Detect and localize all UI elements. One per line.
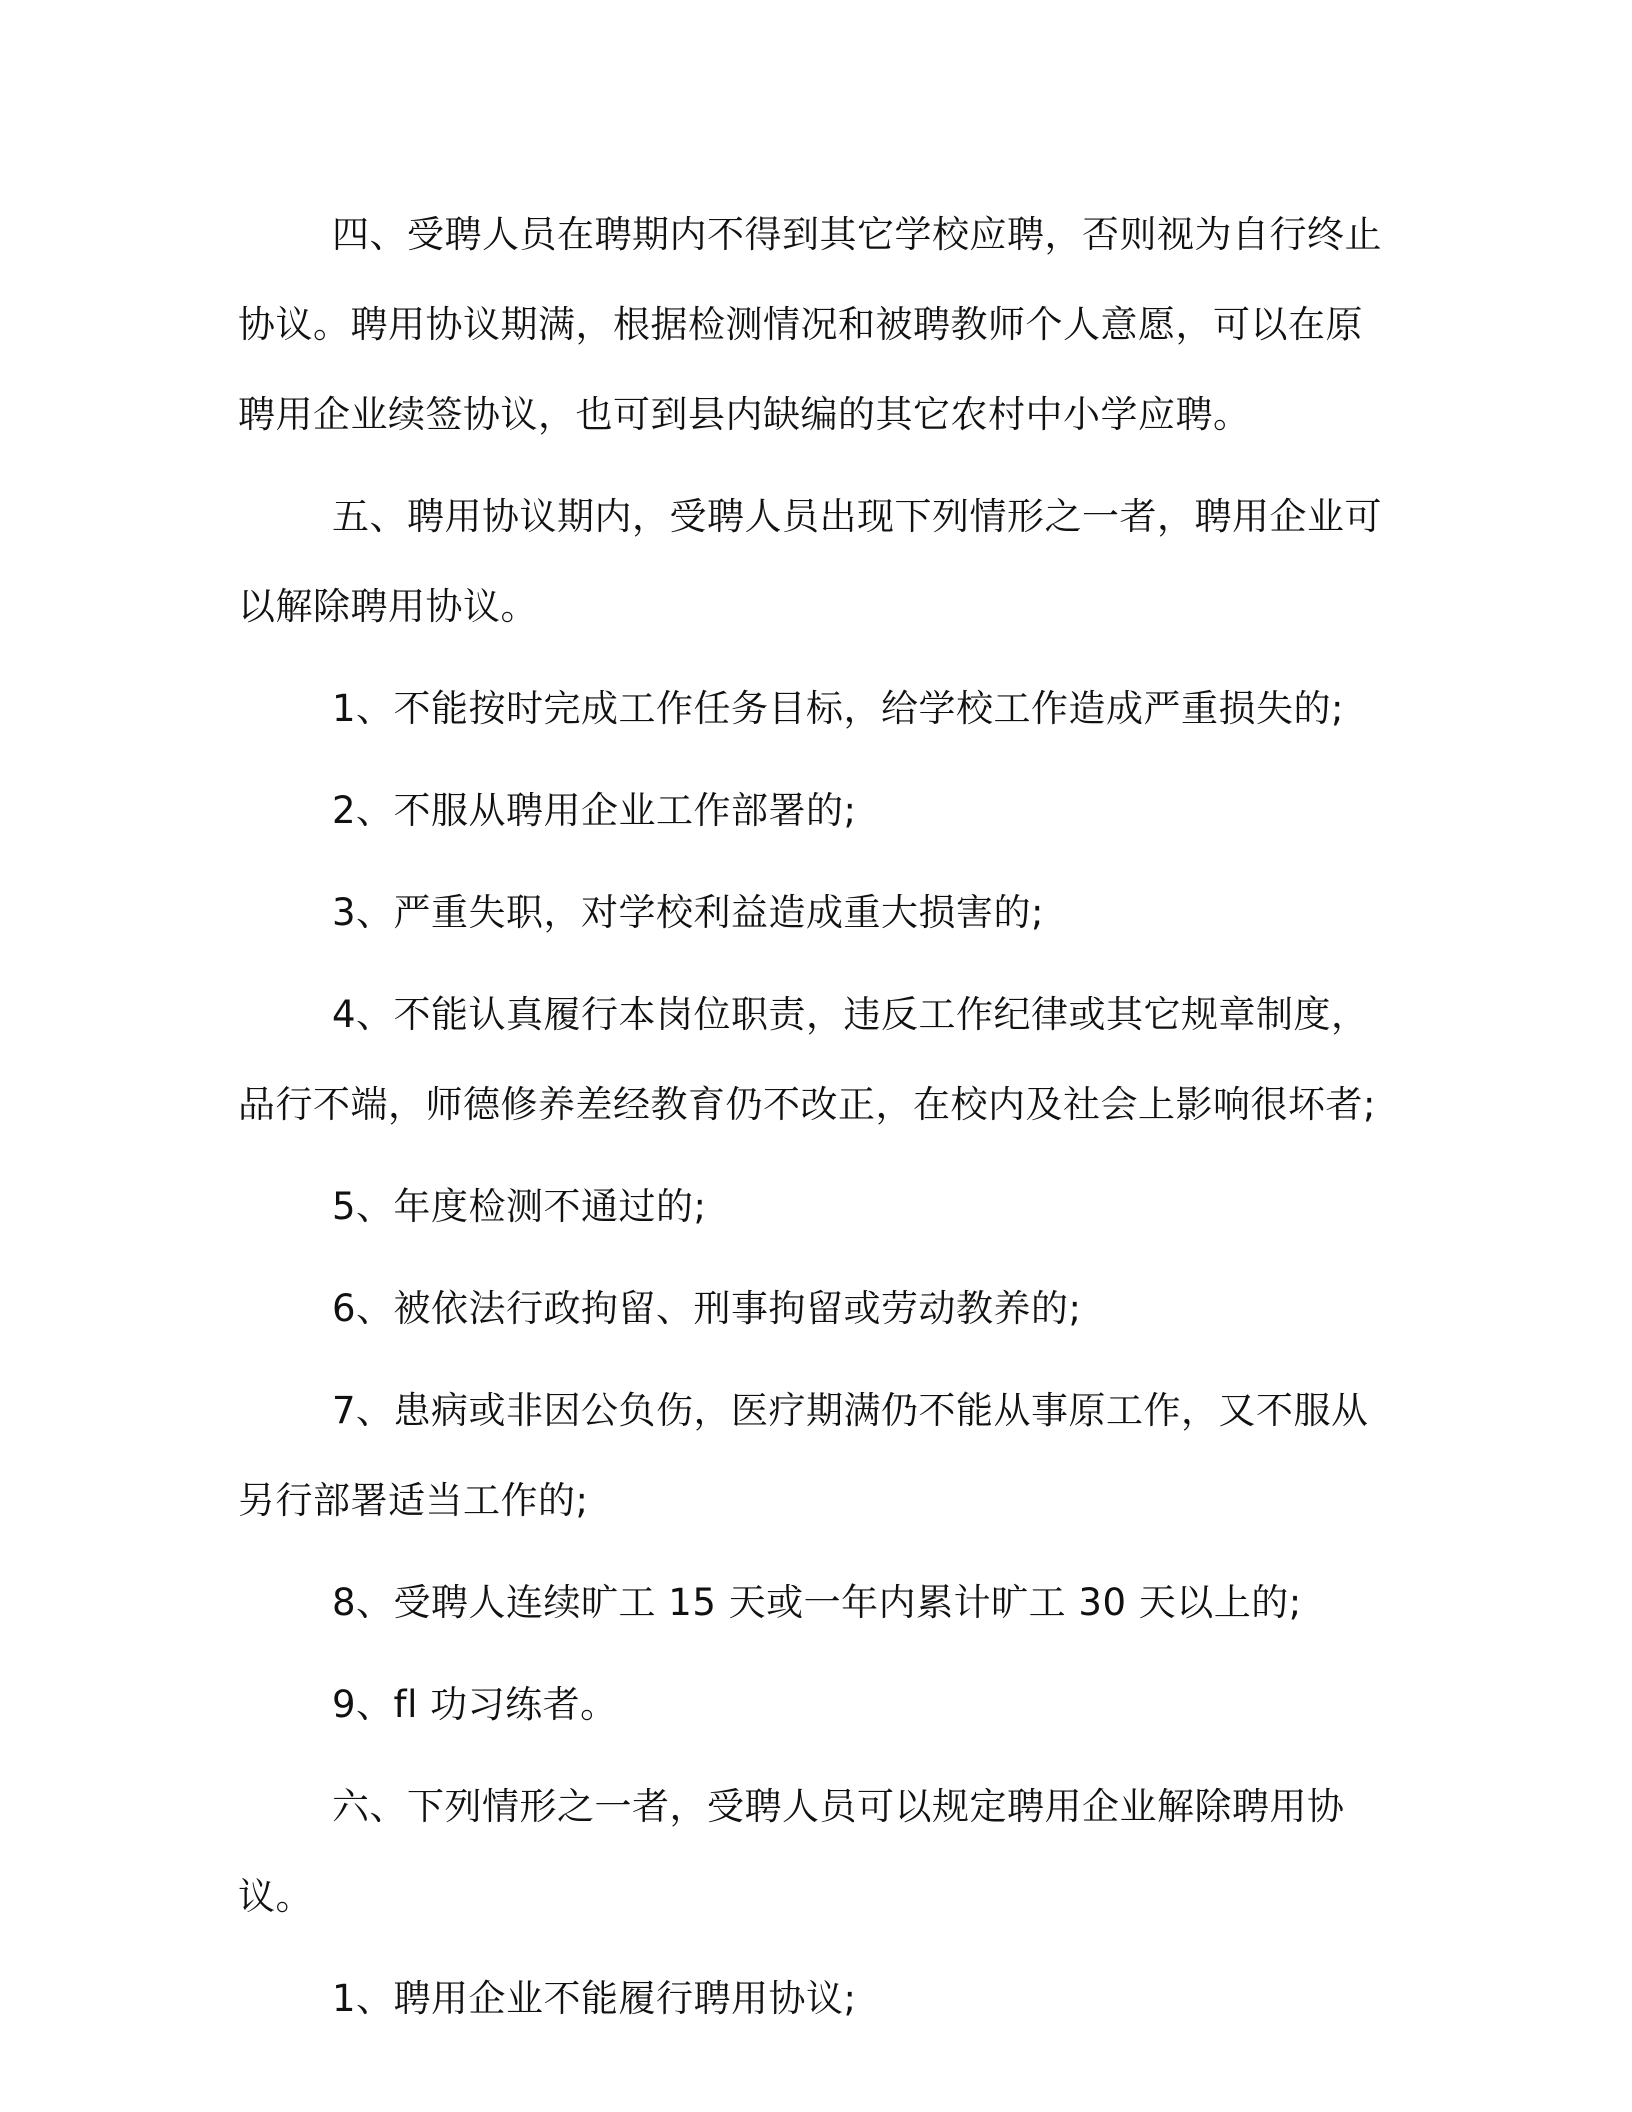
list-item-5-1: 1、不能按时完成工作任务目标，给学校工作造成严重损失的; (332, 687, 1345, 730)
list-item-5-2: 2、不服从聘用企业工作部署的; (332, 789, 857, 832)
list-item-6-1: 1、聘用企业不能履行聘用协议; (332, 1977, 857, 2020)
list-item-5-7: 7、患病或非因公负伤，医疗期满仍不能从事原工作，又不服从另行部署适当工作的; (238, 1389, 1369, 1522)
list-item-5-9: 9、fl 功习练者。 (332, 1683, 618, 1726)
paragraph-article-5: 五、聘用协议期内，受聘人员出现下列情形之一者，聘用企业可以解除聘用协议。 (238, 495, 1382, 628)
list-item-5-8: 8、受聘人连续旷工 15 天或一年内累计旷工 30 天以上的; (332, 1581, 1302, 1624)
list-item-5-4: 4、不能认真履行本岗位职责，违反工作纪律或其它规章制度，品行不端，师德修养差经教育仍不改正，在校内及社会上影响很坏者; (238, 993, 1376, 1126)
paragraph-article-4: 四、受聘人员在聘期内不得到其它学校应聘，否则视为自行终止协议。聘用协议期满，根据检测情况和被聘教师个人意愿，可以在原聘用企业续签协议，也可到县内缺编的其它农村中小学应聘。 (238, 213, 1382, 436)
list-item-5-3: 3、严重失职，对学校利益造成重大损害的; (332, 891, 1045, 934)
list-item-5-6: 6、被依法行政拘留、刑事拘留或劳动教养的; (332, 1287, 1082, 1330)
list-item-5-5: 5、年度检测不通过的; (332, 1185, 707, 1228)
document-body (238, 190, 1398, 2056)
paragraph-article-6: 六、下列情形之一者，受聘人员可以规定聘用企业解除聘用协议。 (238, 1785, 1345, 1918)
